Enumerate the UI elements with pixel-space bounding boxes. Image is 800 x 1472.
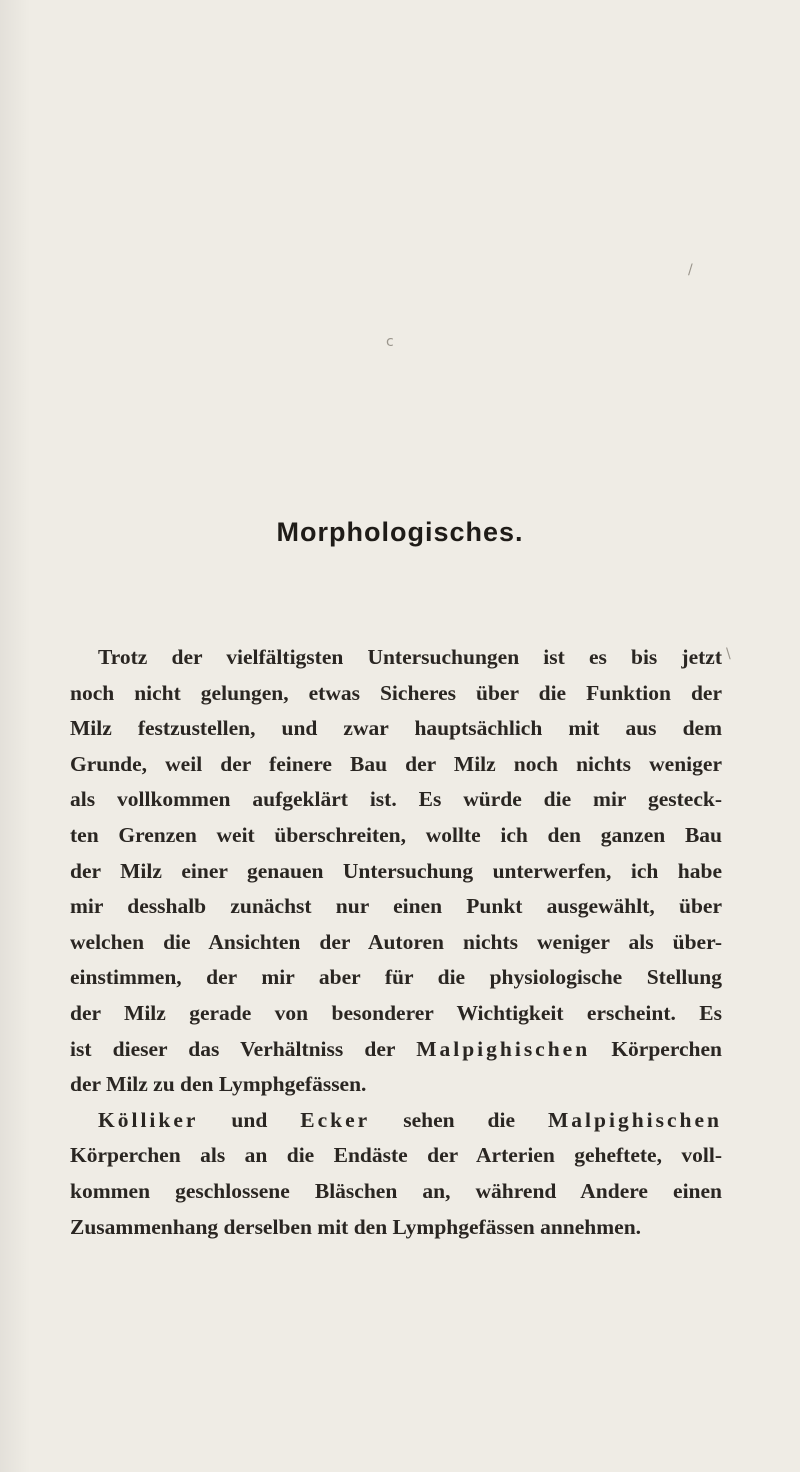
margin-mark: c <box>386 334 394 350</box>
text-line: Zusammenhang derselben mit den Lymphgefässen annehmen. <box>70 1214 642 1239</box>
body-text <box>70 640 722 1245</box>
text-line <box>70 1032 722 1068</box>
text-line: Milz festzustellen, und zwar hauptsächlich mit aus dem <box>70 716 722 741</box>
text-line: der Milz gerade von besonderer Wichtigkeit erscheint. Es <box>70 1000 722 1025</box>
text-line: einstimmen, der mir aber für die physiologische Stellung <box>70 965 722 990</box>
text-line: ten Grenzen weit überschreiten, wollte ich den ganzen Bau <box>70 822 722 847</box>
text-line: Körperchen als an die Endäste der Arterien geheftete, voll- <box>70 1143 722 1168</box>
text-fragment: ist dieser das Verhältniss der <box>70 1036 417 1061</box>
author-name: Ecker <box>300 1107 371 1132</box>
text-line: der Milz zu den Lymphgefässen. <box>70 1072 367 1097</box>
text-line: als vollkommen aufgeklärt ist. Es würde die mir gesteck- <box>70 787 722 812</box>
text-line <box>70 1103 722 1139</box>
text-line: welchen die Ansichten der Autoren nichts weniger als über- <box>70 929 722 954</box>
text-line: Trotz der vielfältigsten Untersuchungen ist es bis jetzt <box>98 645 722 669</box>
section-heading: Morphologisches. <box>276 517 524 547</box>
text-line: mir desshalb zunächst nur einen Punkt ausgewählt, über <box>70 894 722 919</box>
text-fragment: sehen die <box>370 1107 549 1132</box>
text-line: noch nicht gelungen, etwas Sicheres über die Funktion der <box>70 680 722 705</box>
text-fragment: und <box>198 1107 301 1132</box>
text-line: der Milz einer genauen Untersuchung unterwerfen, ich habe <box>70 858 722 883</box>
spaced-term: Malpighischen <box>416 1036 591 1061</box>
spaced-term: Malpighischen <box>548 1107 723 1132</box>
text-line: kommen geschlossene Bläschen an, während Andere einen <box>70 1178 722 1203</box>
margin-mark: / <box>688 262 693 278</box>
margin-mark: \ <box>726 646 731 662</box>
text-line: Grunde, weil der feinere Bau der Milz noch nichts weniger <box>70 751 722 776</box>
author-name: Kölliker <box>98 1107 199 1132</box>
text-fragment: Körperchen <box>590 1036 722 1061</box>
